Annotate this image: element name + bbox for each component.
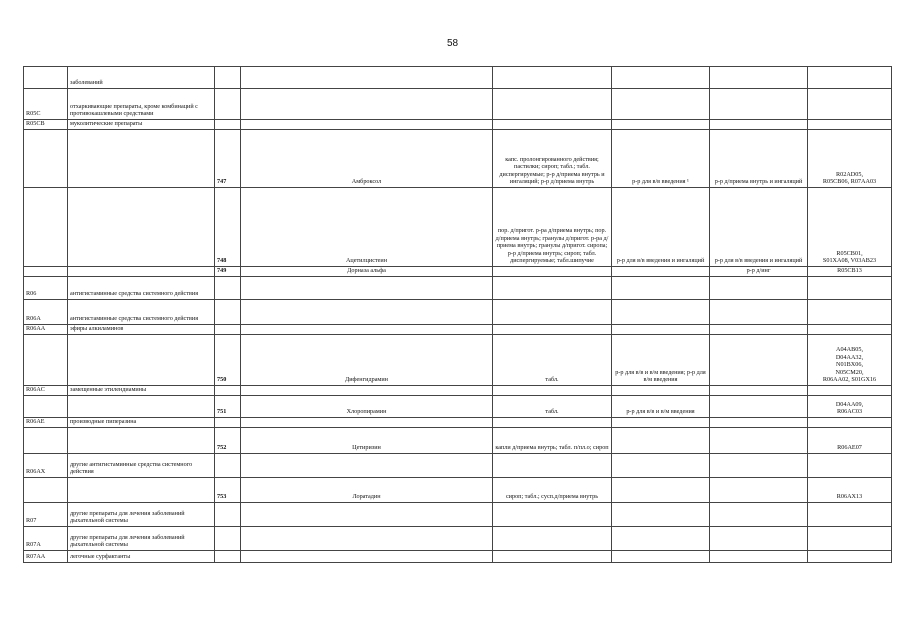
table-row	[24, 551, 892, 563]
atc-codes	[808, 67, 892, 89]
route-form-b	[710, 325, 808, 335]
drug-name	[241, 454, 493, 478]
atc-codes: R02AD05, R05CB06, R07AA03	[808, 130, 892, 188]
group-description: антигистаминные средства системного действия	[68, 277, 215, 300]
table-row	[24, 396, 892, 418]
table-row	[24, 527, 892, 551]
item-number	[215, 551, 241, 563]
route-form-a	[612, 478, 710, 503]
atc-codes	[808, 418, 892, 428]
route-form-a	[612, 418, 710, 428]
atc-group-code	[24, 267, 68, 277]
item-number	[215, 120, 241, 130]
route-form-b	[710, 418, 808, 428]
item-number	[215, 277, 241, 300]
drug-name	[241, 418, 493, 428]
table-row	[24, 325, 892, 335]
group-description	[68, 335, 215, 386]
group-description	[68, 428, 215, 454]
route-form-b	[710, 478, 808, 503]
atc-group-code	[24, 130, 68, 188]
drug-name: Ацетилцистеин	[241, 188, 493, 267]
atc-group-code	[24, 396, 68, 418]
item-number	[215, 386, 241, 396]
atc-codes: R06AX13	[808, 478, 892, 503]
dosage-form	[493, 67, 612, 89]
atc-codes: R06AE07	[808, 428, 892, 454]
table-row	[24, 418, 892, 428]
group-description: отхаркивающие препараты, кроме комбинаций с противокашлевыми средствами	[68, 89, 215, 120]
drug-name	[241, 120, 493, 130]
atc-group-code: R06AX	[24, 454, 68, 478]
drug-name	[241, 527, 493, 551]
dosage-form: табл.	[493, 335, 612, 386]
route-form-b	[710, 335, 808, 386]
dosage-form	[493, 325, 612, 335]
route-form-a: р-р для в/в введения и ингаляций	[612, 188, 710, 267]
atc-group-code	[24, 428, 68, 454]
dosage-form	[493, 386, 612, 396]
dosage-form: капс. пролонгированного действия; пастилки; сироп; табл.; табл. диспергируемые; р-р д/приема внутрь и ингаляций; р-р д/приема внутрь	[493, 130, 612, 188]
drug-name	[241, 325, 493, 335]
atc-codes: R05CB01, S01XA08, V03AB23	[808, 188, 892, 267]
atc-codes	[808, 454, 892, 478]
dosage-form: капли д/приема внутрь; табл. п/пл.о; сироп	[493, 428, 612, 454]
route-form-b	[710, 428, 808, 454]
drug-name	[241, 67, 493, 89]
group-description	[68, 188, 215, 267]
atc-group-code: R06	[24, 277, 68, 300]
atc-group-code: R07A	[24, 527, 68, 551]
dosage-form: сироп; табл.; сусп.д/приема внутрь	[493, 478, 612, 503]
atc-codes: A04AB05, D04AA32, N01BX06, N05CM20, R06AA02, S01GX16	[808, 335, 892, 386]
dosage-form	[493, 89, 612, 120]
table-body	[24, 67, 892, 563]
item-number: 750	[215, 335, 241, 386]
atc-group-code: R06AA	[24, 325, 68, 335]
route-form-b: р-р д/инг	[710, 267, 808, 277]
atc-codes: D04AA09, R06AC03	[808, 396, 892, 418]
table-row	[24, 130, 892, 188]
drug-name: Хлоропирамин	[241, 396, 493, 418]
group-description	[68, 130, 215, 188]
item-number	[215, 300, 241, 325]
atc-codes	[808, 551, 892, 563]
dosage-form	[493, 267, 612, 277]
item-number	[215, 503, 241, 527]
drug-name	[241, 503, 493, 527]
drug-name: Амброксол	[241, 130, 493, 188]
dosage-form	[493, 454, 612, 478]
item-number: 747	[215, 130, 241, 188]
route-form-a	[612, 386, 710, 396]
atc-group-code: R06AE	[24, 418, 68, 428]
atc-group-code: R07	[24, 503, 68, 527]
item-number	[215, 527, 241, 551]
route-form-a	[612, 277, 710, 300]
route-form-a: р-р для в/в введения ¹	[612, 130, 710, 188]
drug-name: Цетиризин	[241, 428, 493, 454]
atc-codes: R05CB13	[808, 267, 892, 277]
drug-name	[241, 89, 493, 120]
atc-codes	[808, 89, 892, 120]
route-form-a	[612, 325, 710, 335]
route-form-b	[710, 527, 808, 551]
item-number	[215, 67, 241, 89]
dosage-form	[493, 551, 612, 563]
item-number	[215, 89, 241, 120]
atc-codes	[808, 325, 892, 335]
drug-name: Дифенгидрамин	[241, 335, 493, 386]
route-form-b: р-р д/приема внутрь и ингаляций	[710, 130, 808, 188]
group-description	[68, 267, 215, 277]
group-description: заболеваний	[68, 67, 215, 89]
atc-group-code: R05C	[24, 89, 68, 120]
route-form-a	[612, 67, 710, 89]
route-form-a	[612, 527, 710, 551]
atc-codes	[808, 277, 892, 300]
route-form-a: р-р для в/в и в/м введения; р-р для в/м введения	[612, 335, 710, 386]
route-form-a	[612, 300, 710, 325]
drug-name	[241, 551, 493, 563]
dosage-form	[493, 277, 612, 300]
table-row	[24, 267, 892, 277]
item-number: 749	[215, 267, 241, 277]
group-description: другие препараты для лечения заболеваний дыхательной системы	[68, 527, 215, 551]
group-description: муколитические препараты	[68, 120, 215, 130]
group-description: легочные сурфактанты	[68, 551, 215, 563]
atc-group-code	[24, 188, 68, 267]
atc-group-code: R07AA	[24, 551, 68, 563]
group-description: другие антигистаминные средства системного действия	[68, 454, 215, 478]
route-form-b	[710, 67, 808, 89]
atc-group-code	[24, 478, 68, 503]
atc-codes	[808, 120, 892, 130]
item-number: 753	[215, 478, 241, 503]
group-description: другие препараты для лечения заболеваний дыхательной системы	[68, 503, 215, 527]
atc-group-code: R06AC	[24, 386, 68, 396]
table-row	[24, 478, 892, 503]
route-form-a	[612, 551, 710, 563]
atc-group-code: R05CB	[24, 120, 68, 130]
table-row	[24, 120, 892, 130]
group-description	[68, 478, 215, 503]
route-form-a: р-р для в/в и в/м введения	[612, 396, 710, 418]
route-form-b	[710, 300, 808, 325]
route-form-a	[612, 267, 710, 277]
dosage-form: пор. д/пригот. р-ра д/приема внутрь; пор. д/приема внутрь; гранулы д/пригот. р-ра д/приема внутрь; гранулы д/пригот. сиропа; р-р д/приема внутрь; сироп; табл. диспергируемые; табл.шипучие	[493, 188, 612, 267]
table-row	[24, 300, 892, 325]
drug-name	[241, 386, 493, 396]
route-form-a	[612, 428, 710, 454]
table-row	[24, 386, 892, 396]
route-form-b	[710, 396, 808, 418]
dosage-form	[493, 418, 612, 428]
item-number	[215, 418, 241, 428]
route-form-a	[612, 454, 710, 478]
atc-group-code	[24, 67, 68, 89]
group-description	[68, 396, 215, 418]
group-description: замещенные этилендиамины	[68, 386, 215, 396]
atc-codes	[808, 503, 892, 527]
atc-group-code: R06A	[24, 300, 68, 325]
group-description: эфиры алкиламинов	[68, 325, 215, 335]
route-form-b	[710, 89, 808, 120]
table-row	[24, 277, 892, 300]
route-form-b: р-р для в/в введения и ингаляций	[710, 188, 808, 267]
route-form-a	[612, 120, 710, 130]
drug-name: Лоратадин	[241, 478, 493, 503]
atc-group-code	[24, 335, 68, 386]
route-form-a	[612, 89, 710, 120]
atc-codes	[808, 386, 892, 396]
table-row	[24, 335, 892, 386]
drug-name	[241, 300, 493, 325]
dosage-form	[493, 120, 612, 130]
table-row	[24, 89, 892, 120]
route-form-b	[710, 277, 808, 300]
dosage-form	[493, 503, 612, 527]
drug-name: Дорназа альфа	[241, 267, 493, 277]
item-number	[215, 454, 241, 478]
item-number	[215, 325, 241, 335]
drug-name	[241, 277, 493, 300]
table-row	[24, 188, 892, 267]
table-row	[24, 454, 892, 478]
dosage-form	[493, 527, 612, 551]
dosage-form	[493, 300, 612, 325]
route-form-b	[710, 551, 808, 563]
item-number: 752	[215, 428, 241, 454]
route-form-b	[710, 503, 808, 527]
route-form-b	[710, 454, 808, 478]
group-description: антигистаминные средства системного действия	[68, 300, 215, 325]
item-number: 751	[215, 396, 241, 418]
dosage-form: табл.	[493, 396, 612, 418]
atc-codes	[808, 300, 892, 325]
group-description: производные пиперазина	[68, 418, 215, 428]
drug-table	[23, 66, 892, 563]
route-form-b	[710, 386, 808, 396]
route-form-b	[710, 120, 808, 130]
item-number: 748	[215, 188, 241, 267]
page-number: 58	[446, 38, 459, 49]
table-row	[24, 428, 892, 454]
table-row	[24, 67, 892, 89]
atc-codes	[808, 527, 892, 551]
route-form-a	[612, 503, 710, 527]
table-row	[24, 503, 892, 527]
